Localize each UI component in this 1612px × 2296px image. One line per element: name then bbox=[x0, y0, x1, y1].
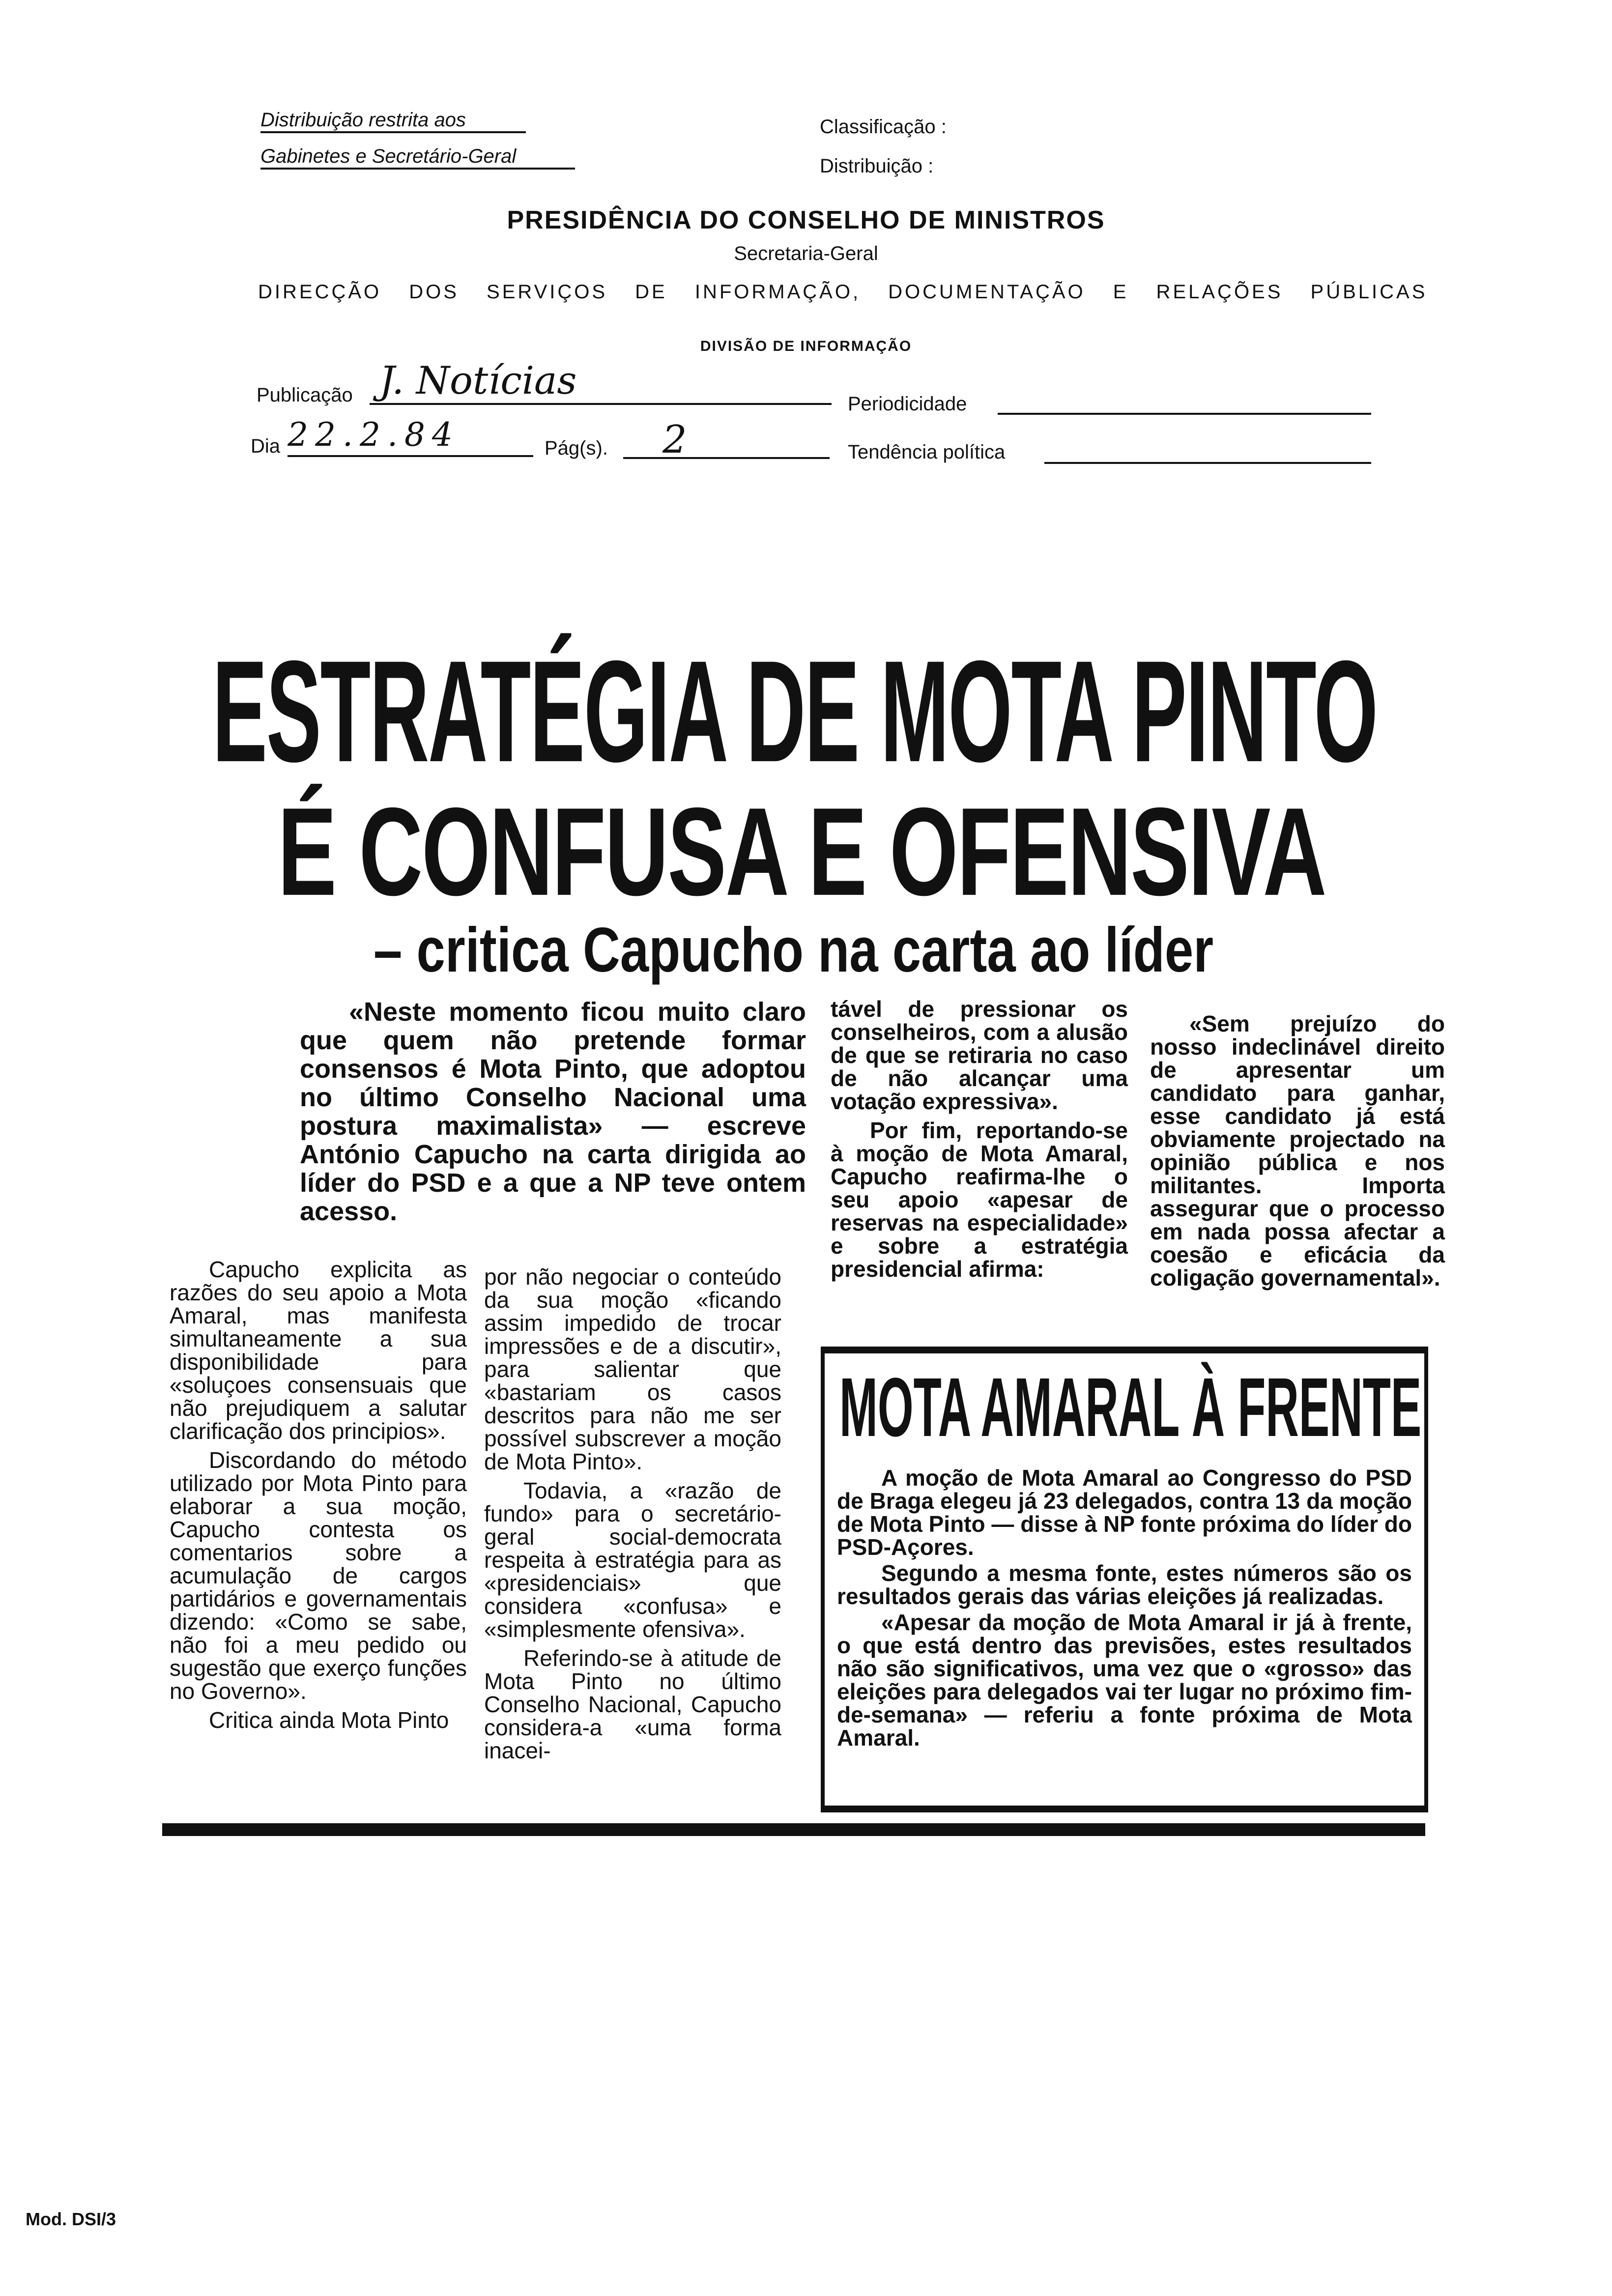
classification-label: Classificação : bbox=[820, 116, 947, 138]
periodicity-field bbox=[998, 408, 1371, 415]
day-field bbox=[288, 416, 533, 457]
paragraph: Critica ainda Mota Pinto bbox=[209, 1707, 449, 1733]
organization-title: PRESIDÊNCIA DO CONSELHO DE MINISTROS bbox=[507, 206, 1105, 234]
article-lede: «Neste momento ficou muito claro que quem não pretende formar consensos é Mota Pinto, que adoptou no último Conselho Nacional uma postura maximalista» — escreve António Capucho na carta dirigida ao líder do PSD e a que a NP teve ontem acesso. bbox=[300, 997, 806, 1226]
pages-value: 2 bbox=[662, 418, 687, 462]
sidebar-text bbox=[837, 1466, 1412, 1752]
article-column-1 bbox=[170, 1258, 467, 1738]
paragraph: A moção de Mota Amaral ao Congresso do PSD de Braga elegeu já 23 delegados, contra 13 da moção de Mota Pinto — disse à NP fonte próxima do líder do PSD-Açores. bbox=[837, 1465, 1412, 1560]
article-column-4 bbox=[1150, 1012, 1445, 1295]
distribution-label: Distribuição : bbox=[820, 155, 934, 177]
subheadline: – critica Capucho na carta ao líder bbox=[374, 915, 1214, 985]
paragraph: Segundo a mesma fonte, estes números são os resultados gerais das várias eleições já realizadas. bbox=[837, 1560, 1412, 1609]
sidebar-headline: MOTA AMARAL À FRENTE bbox=[839, 1361, 1422, 1454]
form-code: Mod. DSI/3 bbox=[26, 2209, 116, 2229]
secretariat-label: Secretaria-Geral bbox=[734, 243, 878, 264]
paragraph: «Sem prejuízo do nosso indeclinável direito de apresentar um candidato para ganhar, esse candidato já está obviamente projectado na opinião pública e nos militantes. Importa assegurar que o processo em nada possa afectar a coesão e eficácia da coligação governamental». bbox=[1150, 1011, 1445, 1291]
directorate-label: DIRECÇÃO DOS SERVIÇOS DE INFORMAÇÃO, DOCUMENTAÇÃO E RELAÇÕES PÚBLICAS bbox=[258, 281, 1428, 303]
publication-field bbox=[370, 359, 832, 405]
periodicity-label: Periodicidade bbox=[848, 393, 967, 415]
restricted-distribution-line2: Gabinetes e Secretário-Geral bbox=[260, 145, 575, 170]
paragraph: «Apesar da moção de Mota Amaral ir já à frente, o que está dentro das previsões, estes resultados não são significativos, uma vez que o «grosso» das eleições para delegados vai ter lugar no próximo fim-de-semana» — referiu a fonte próxima de Mota Amaral. bbox=[837, 1609, 1412, 1751]
paragraph: por não negociar o conteúdo da sua moção «ficando assim impedido de trocar impressões e de a discutir», para salientar que «bastariam os casos descritos para não me ser possível subscrever a moção de Mota Pinto». bbox=[484, 1264, 781, 1474]
paragraph: Todavia, a «razão de fundo» para o secretário-geral social-democrata respeita à estratégia para as «presidenciais» que considera «confusa» e «simplesmente ofensiva». bbox=[484, 1478, 781, 1642]
publication-label: Publicação bbox=[257, 384, 353, 406]
paragraph: Referindo-se à atitude de Mota Pinto no último Conselho Nacional, Capucho considera-a «uma forma inacei- bbox=[484, 1645, 781, 1763]
paragraph: tável de pressionar os conselheiros, com a alusão de que se retiraria no caso de não alcançar uma votação expressiva». bbox=[831, 996, 1128, 1114]
headline-line1: ESTRATÉGIA DE MOTA PINTO bbox=[212, 630, 1377, 792]
sidebar-box bbox=[821, 1347, 1428, 1812]
pages-field bbox=[623, 418, 830, 462]
article-column-3 bbox=[831, 998, 1128, 1287]
day-label: Dia bbox=[251, 435, 281, 457]
day-value: 22.2.84 bbox=[288, 416, 460, 454]
headline-line2: É CONFUSA E OFENSIVA bbox=[278, 781, 1326, 922]
restricted-distribution-line1: Distribuição restrita aos bbox=[260, 109, 526, 133]
political-tendency-field bbox=[1044, 457, 1371, 464]
pages-label: Pág(s). bbox=[545, 437, 608, 459]
paragraph: Discordando do método utilizado por Mota Pinto para elaborar a sua moção, Capucho contesta os comentarios sobre a acumulação de cargos partidários e governamentais dizendo: «Como se sabe, não foi a meu pedido ou sugestão que exerço funções no Governo». bbox=[170, 1447, 467, 1704]
paragraph: Capucho explicita as razões do seu apoio a Mota Amaral, mas manifesta simultaneamente a sua disponibilidade para «soluçoes consensuais que não prejudiquem a salutar clarificação dos principios». bbox=[170, 1257, 467, 1444]
article-column-2 bbox=[484, 1265, 781, 1768]
publication-value: J. Notícias bbox=[379, 359, 577, 403]
political-tendency-label: Tendência política bbox=[848, 441, 1006, 463]
division-label: DIVISÃO DE INFORMAÇÃO bbox=[700, 338, 912, 354]
bottom-rule bbox=[162, 1823, 1425, 1836]
paragraph: Por fim, reportando-se à moção de Mota Amaral, Capucho reafirma-lhe o seu apoio «apesar de reservas na especialidade» e sobre a estratégia presidencial afirma: bbox=[831, 1118, 1128, 1282]
